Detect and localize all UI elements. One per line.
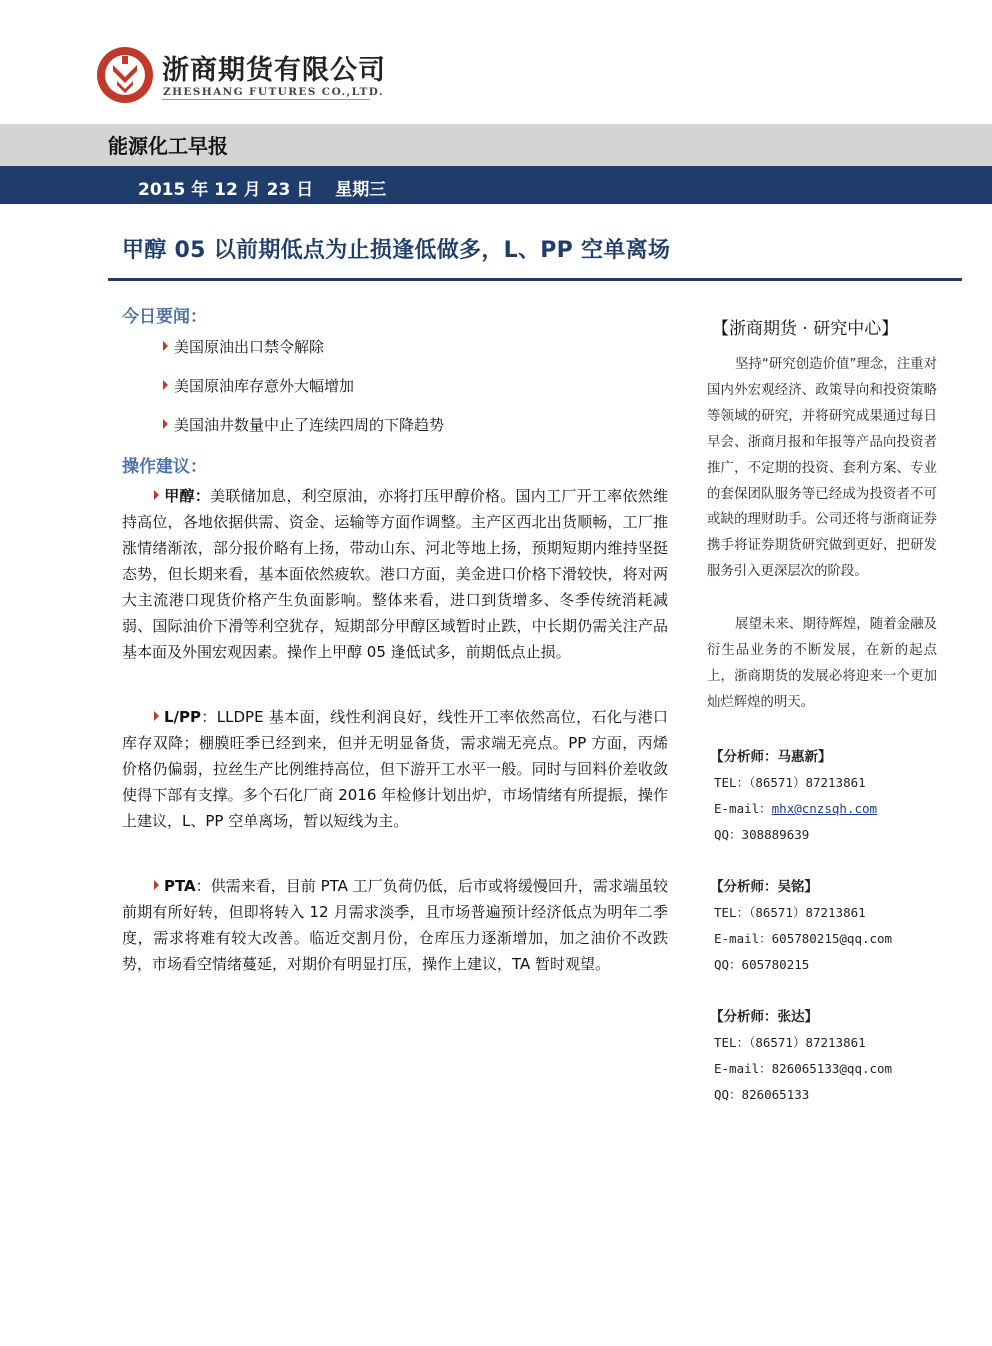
company-name-cn: 浙商期货有限公司 xyxy=(162,55,386,86)
analyst-email-link[interactable]: mhx@cnzsqh.com xyxy=(771,801,878,816)
analyst-email: E-mail：mhx@cnzsqh.com xyxy=(714,801,878,816)
research-center-intro: 坚持“研究创造价值”理念，注重对国内外宏观经济、政策导向和投资策略等领域的研究，并将研究成果通过每日早会、浙商月报和年报等产品向投资者推广，不定期的投资、套利方案、专业的套保团队服务等已经成为投资者不可或缺的理财助手。公司还将与浙商证券携手将证券期货研究做到更好，把研发服务引入更深层次的阶段。 xyxy=(707,357,937,580)
analyst-tel: TEL：（86571）87213861 xyxy=(714,775,866,790)
advice-lead: 甲醇： xyxy=(164,487,211,505)
analyst-qq: QQ：605780215 xyxy=(714,957,810,972)
advice-methanol xyxy=(122,483,668,665)
bullet-arrow-icon xyxy=(154,490,159,500)
research-center-outlook: 展望未来、期待辉煌，随着金融及衍生品业务的不断发展，在新的起点上，浙商期货的发展必将迎来一个更加灿烂辉煌的明天。 xyxy=(707,617,937,710)
advice-text: 美联储加息，利空原油，亦将打压甲醇价格。国内工厂开工率依然维持高位，各地依据供需、资金、运输等方面作调整。主产区西北出货顺畅，工厂推涨情绪渐浓，部分报价略有上扬，带动山东、河北等地上扬，预期短期内维持坚挺态势，但长期来看，基本面依然疲软。港口方面，美金进口价格下滑较快，将对两大主流港口现货价格产生负面影响。整体来看，进口到货增多、冬季传统消耗减弱、国际油价下滑等利空犹存，短期部分甲醇区域暂时止跌，中长期仍需关注产品基本面及外围宏观因素。操作上甲醇 05 逢低试多，前期低点止损。 xyxy=(122,487,668,661)
date-value: 2015 年 12 月 23 日 xyxy=(138,180,314,200)
analyst-qq: QQ：826065133 xyxy=(714,1087,810,1102)
page-headline: 甲醇 05 以前期低点为止损逢低做多，L、PP 空单离场 xyxy=(122,238,671,263)
company-name-en: ZHESHANG FUTURES CO.,LTD. xyxy=(163,86,384,98)
advice-pta xyxy=(122,873,668,977)
analyst-email: E-mail：605780215@qq.com xyxy=(714,931,893,946)
bullet-arrow-icon xyxy=(154,711,159,721)
analyst-tel: TEL：（86571）87213861 xyxy=(714,905,866,920)
report-title: 能源化工早报 xyxy=(108,134,228,158)
bullet-arrow-icon xyxy=(163,341,168,351)
news-heading: 今日要闻： xyxy=(122,307,207,327)
analyst-email-text: 605780215@qq.com xyxy=(771,931,893,946)
advice-lpp xyxy=(122,704,668,834)
bullet-arrow-icon xyxy=(163,419,168,429)
advice-lead: PTA xyxy=(164,877,196,895)
analyst-qq: QQ：308889639 xyxy=(714,827,810,842)
advice-heading: 操作建议： xyxy=(122,457,207,477)
headline-divider xyxy=(108,278,962,281)
news-item: 美国原油出口禁令解除 xyxy=(163,336,324,357)
analyst-email: E-mail：826065133@qq.com xyxy=(714,1061,893,1076)
advice-lead: L/PP xyxy=(164,708,202,726)
advice-text: ：LLDPE 基本面，线性利润良好，线性开工率依然高位，石化与港口库存双降；棚膜旺季已经到来，但并无明显备货，需求端无亮点。PP 方面，丙烯价格仍偏弱，拉丝生产比例维持高位，但下游开工水平一般。同时与回料价差收敛使得下部有支撑。多个石化厂商 2016 年检修计划出炉，市场情绪有所提振，操作上建议，L、PP 空单离场，暂以短线为主。 xyxy=(122,708,668,830)
report-date xyxy=(138,175,408,200)
analyst-tel: TEL：（86571）87213861 xyxy=(714,1035,866,1050)
analyst-name: 【分析师：吴铭】 xyxy=(710,879,818,895)
bullet-arrow-icon xyxy=(154,880,159,890)
analyst-name: 【分析师：马惠新】 xyxy=(710,749,832,765)
weekday-value: 星期三 xyxy=(335,180,387,200)
analyst-name: 【分析师：张达】 xyxy=(710,1009,818,1025)
advice-text: ：供需来看，目前 PTA 工厂负荷仍低，后市或将缓慢回升，需求端虽较前期有所好转，但即将转入 12 月需求淡季，且市场普遍预计经济低点为明年二季度，需求将难有较大改善。临近交割月份，仓库压力逐渐增加，加之油价不改跌势，市场看空情绪蔓延，对期价有明显打压，操作上建议，TA 暂时观望。 xyxy=(122,877,668,973)
research-center-title: 【浙商期货 · 研究中心】 xyxy=(712,319,899,339)
news-item: 美国原油库存意外大幅增加 xyxy=(163,375,354,396)
analyst-email-text: 826065133@qq.com xyxy=(771,1061,893,1076)
company-logo-icon xyxy=(96,46,154,104)
news-item: 美国油井数量中止了连续四周的下降趋势 xyxy=(163,414,444,435)
header-divider xyxy=(162,99,370,100)
bullet-arrow-icon xyxy=(163,380,168,390)
